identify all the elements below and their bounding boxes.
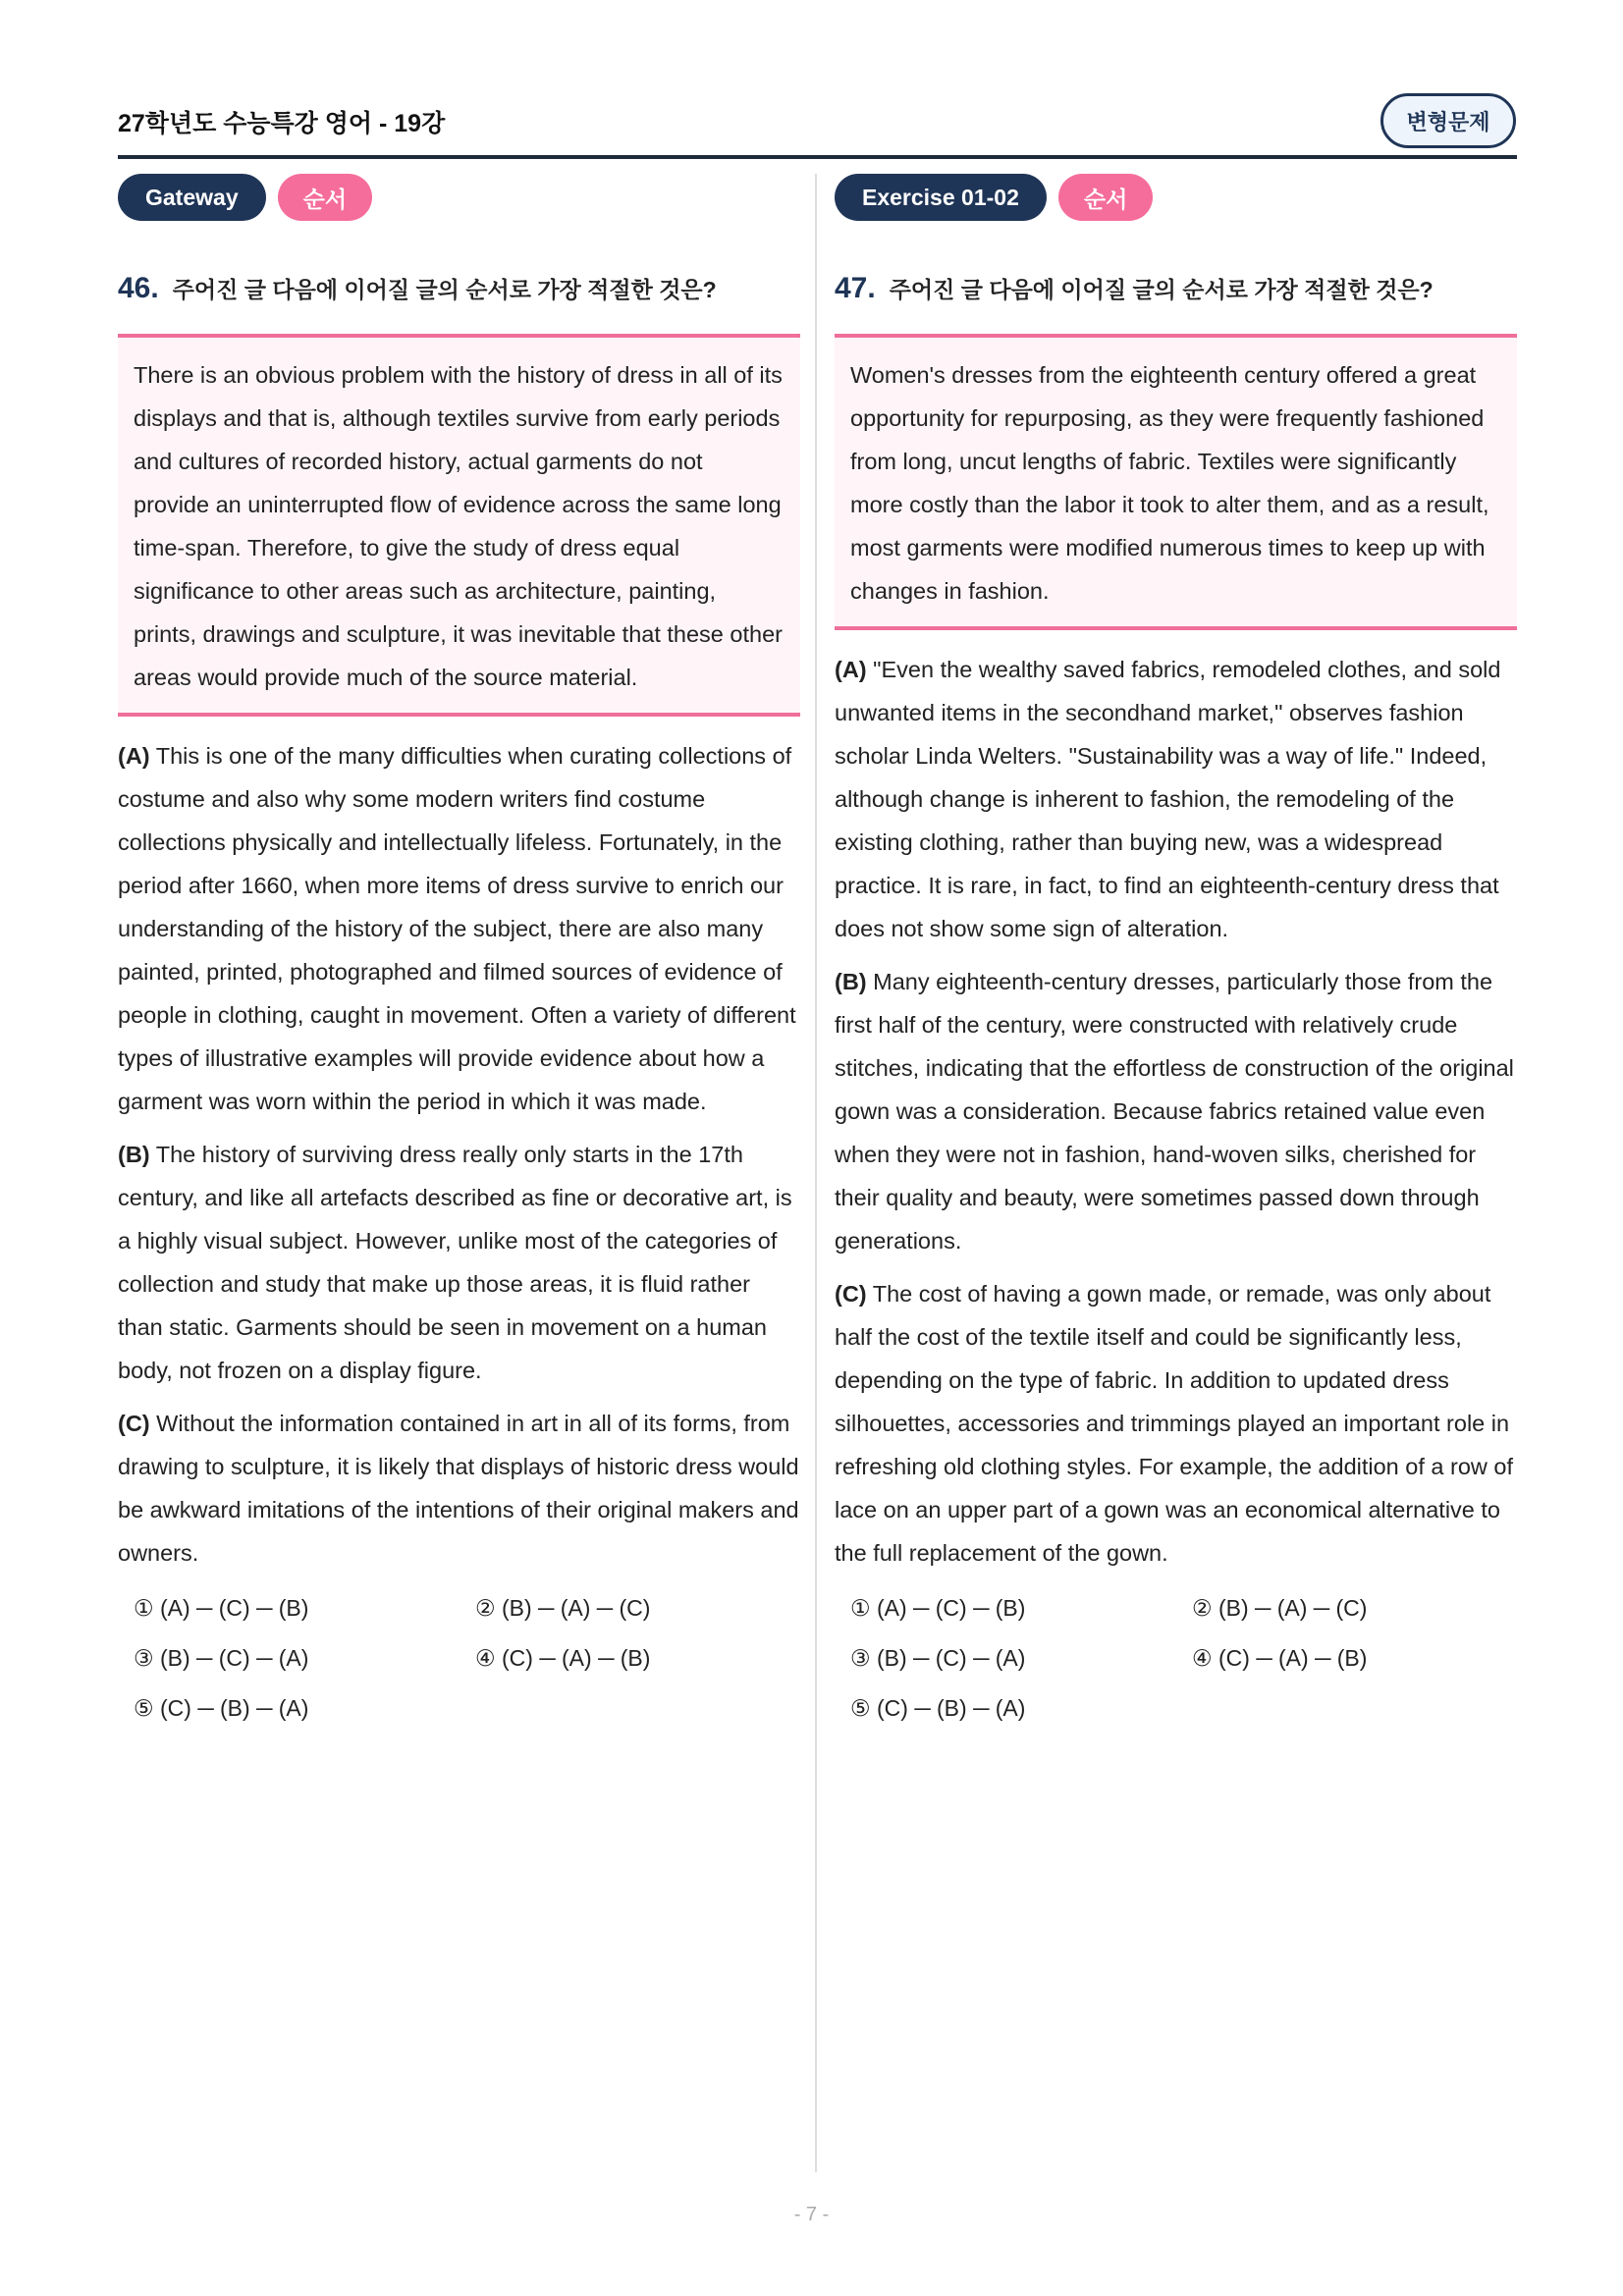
option-4[interactable]: ④ (C) ─ (A) ─ (B): [1192, 1645, 1368, 1671]
paragraph-c: [118, 1402, 800, 1575]
answer-options: [835, 1588, 1517, 1729]
given-passage: Women's dresses from the eighteenth century offered a great opportunity for repurposing, as they were frequently fashioned from long, uncut lengths of fabric. Textiles were significantly more costly than the labor it took to alter them, and as a result, most garments were modified numerous times to keep up with changes in fashion.: [835, 334, 1517, 630]
option-2[interactable]: ② (B) ─ (A) ─ (C): [475, 1595, 651, 1621]
question-title: [835, 272, 1517, 315]
option-5[interactable]: ⑤ (C) ─ (B) ─ (A): [134, 1695, 309, 1721]
question-title: [118, 272, 800, 315]
option-5[interactable]: ⑤ (C) ─ (B) ─ (A): [850, 1695, 1026, 1721]
question-number: 47.: [835, 272, 876, 304]
option-3[interactable]: ③ (B) ─ (C) ─ (A): [134, 1645, 309, 1671]
paragraph-label: (A): [118, 743, 150, 769]
question-text: 주어진 글 다음에 이어질 글의 순서로 가장 적절한 것은?: [889, 277, 1434, 302]
paragraph-text: This is one of the many difficulties when curating collections of costume and also why some modern writers find costume collections physically and intellectually lifeless. Fortunately, in the period after 1660, when more items of dress survive to enrich our understanding of the history of the subject, there are also many painted, printed, photographed and filmed sources of evidence of people in clothing, caught in movement. Often a variety of different types of illustrative examples will provide evidence about how a garment was worn within the period in which it was made.: [118, 743, 796, 1114]
paragraph-label: (A): [835, 657, 867, 682]
question-text: 주어진 글 다음에 이어질 글의 순서로 가장 적절한 것은?: [172, 277, 717, 302]
question-47-column: [835, 174, 1517, 1729]
paragraph-label: (C): [835, 1281, 867, 1307]
variant-problem-badge: 변형문제: [1380, 93, 1516, 148]
paragraph-text: "Even the wealthy saved fabrics, remodeled clothes, and sold unwanted items in the secondhand market," observes fashion scholar Linda Welters. "Sustainability was a way of life." Indeed, although change is inherent to fashion, the remodeling of the existing clothing, rather than buying new, was a widespread practice. It is rare, in fact, to find an eighteenth-century dress that does not show some sign of alteration.: [835, 657, 1501, 941]
paragraph-label: (C): [118, 1411, 150, 1436]
type-tag: 순서: [1058, 174, 1153, 221]
header-divider: [118, 155, 1517, 159]
paragraph-a: [118, 734, 800, 1123]
paragraph-label: (B): [118, 1142, 150, 1167]
paragraph-text: The history of surviving dress really only starts in the 17th century, and like all artefacts described as fine or decorative art, is a highly visual subject. However, unlike most of the categories of collection and study that make up those areas, it is fluid rather than static. Garments should be seen in movement on a human body, not frozen on a display figure.: [118, 1142, 792, 1383]
paragraph-b: [835, 960, 1517, 1262]
option-4[interactable]: ④ (C) ─ (A) ─ (B): [475, 1645, 651, 1671]
column-divider: [815, 174, 817, 2172]
paragraph-text: Many eighteenth-century dresses, particularly those from the first half of the century, were constructed with relatively crude stitches, indicating that the effortless de construction of the original gown was a consideration. Because fabrics retained value even when they were not in fashion, hand-woven silks, cherished for their quality and beauty, were sometimes passed down through generations.: [835, 969, 1514, 1254]
type-tag: 순서: [278, 174, 372, 221]
given-passage: There is an obvious problem with the history of dress in all of its displays and that is, although textiles survive from early periods and cultures of recorded history, actual garments do not provide an uninterrupted flow of evidence across the same long time-span. Therefore, to give the study of dress equal significance to other areas such as architecture, painting, prints, drawings and sculpture, it was inevitable that these other areas would provide much of the source material.: [118, 334, 800, 717]
option-3[interactable]: ③ (B) ─ (C) ─ (A): [850, 1645, 1026, 1671]
paragraph-b: [118, 1133, 800, 1392]
paragraph-text: Without the information contained in art in all of its forms, from drawing to sculpture, it is likely that displays of historic dress would be awkward imitations of the intentions of their original makers and owners.: [118, 1411, 799, 1566]
paragraph-label: (B): [835, 969, 867, 994]
source-tag: Exercise 01-02: [835, 174, 1047, 221]
paragraph-a: [835, 648, 1517, 950]
option-2[interactable]: ② (B) ─ (A) ─ (C): [1192, 1595, 1368, 1621]
option-1[interactable]: ① (A) ─ (C) ─ (B): [850, 1595, 1026, 1621]
paragraph-c: [835, 1272, 1517, 1575]
document-title: 27학년도 수능특강 영어 - 19강: [118, 110, 446, 137]
option-1[interactable]: ① (A) ─ (C) ─ (B): [134, 1595, 309, 1621]
paragraph-text: The cost of having a gown made, or remade, was only about half the cost of the textile itself and could be significantly less, depending on the type of fabric. In addition to updated dress silhouettes, accessories and trimmings played an important role in refreshing old clothing styles. For example, the addition of a row of lace on an upper part of a gown was an economical alternative to the full replacement of the gown.: [835, 1281, 1514, 1566]
answer-options: [118, 1588, 800, 1729]
question-number: 46.: [118, 272, 159, 304]
source-tag: Gateway: [118, 174, 266, 221]
question-46-column: [118, 174, 800, 1729]
page-number: - 7 -: [793, 2204, 830, 2225]
